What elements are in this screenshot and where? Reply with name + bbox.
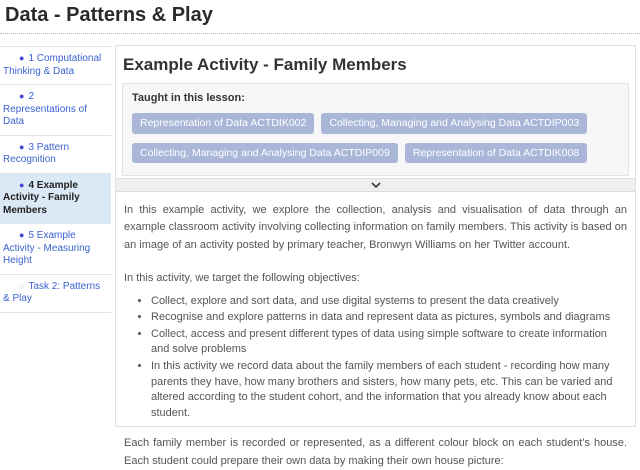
objectives-intro: In this activity, we target the following objectives: bbox=[124, 272, 360, 285]
sidebar-item-computational-thinking[interactable] bbox=[0, 47, 111, 85]
collapse-toggle-bar[interactable] bbox=[116, 178, 635, 192]
curriculum-code-badge[interactable]: Collecting, Managing and Analysing Data ACTDIP003 bbox=[321, 113, 587, 134]
bullet-icon: ○ bbox=[19, 280, 25, 291]
sidebar-item-label: 1 Computational Thinking & Data bbox=[3, 53, 102, 77]
page-header bbox=[0, 0, 640, 27]
taught-in-lesson-panel bbox=[122, 83, 629, 176]
closing-paragraph: Each family member is recorded or represented, as a different colour block on each student's house. Each student could prepare their own data by making their own house picture: bbox=[124, 437, 627, 467]
sidebar-item-label: 5 Example Activity - Measuring Height bbox=[3, 230, 91, 266]
bullet-icon: ● bbox=[19, 230, 25, 240]
sidebar-item-label: 4 Example Activity - Family Members bbox=[3, 179, 80, 216]
bullet-icon: ● bbox=[19, 91, 25, 101]
chevron-down-icon bbox=[371, 182, 381, 189]
main-content bbox=[115, 45, 636, 467]
sidebar bbox=[0, 46, 111, 313]
sidebar-item-task-2-patterns-and-play[interactable] bbox=[0, 275, 111, 313]
bullet-icon: ● bbox=[19, 141, 25, 152]
sidebar-item-example-activity-measuring-height[interactable] bbox=[0, 224, 111, 275]
intro-paragraph: In this example activity, we explore the collection, analysis and visualisation of data through an example classroom activity involving collecting information on family members. This activity is based on an image of an activity posted by primary teacher, Bronwyn Williams on her Twitter account. bbox=[124, 204, 627, 251]
objective-item: • In this activity we record data about the family members of each student - recording how many parents they have, how many brothers and sisters, how many pets, etc. This can be varied and altered according to the student cohort, and the information that you already know about each student. bbox=[151, 359, 627, 421]
bullet-icon: ● bbox=[19, 53, 25, 63]
objective-item: • Collect, access and present different types of data using simple software to create information and solve problems bbox=[151, 327, 627, 358]
curriculum-code-badge[interactable]: Representation of Data ACTDIK002 bbox=[132, 113, 314, 134]
sidebar-item-label: Task 2: Patterns & Play bbox=[3, 280, 101, 304]
sidebar-item-label: 3 Pattern Recognition bbox=[3, 141, 70, 165]
lesson-body bbox=[116, 192, 635, 470]
curriculum-code-badge[interactable]: Collecting, Managing and Analysing Data ACTDIP009 bbox=[132, 143, 398, 164]
curriculum-code-badge[interactable]: Representation of Data ACTDIK008 bbox=[405, 143, 587, 164]
bullet-icon: ● bbox=[19, 179, 25, 190]
objective-item: • Recognise and explore patterns in data and represent data as pictures, symbols and diagrams bbox=[151, 310, 627, 326]
taught-in-lesson-label: Taught in this lesson: bbox=[132, 92, 245, 104]
page-title: Data - Patterns & Play bbox=[5, 4, 213, 26]
objectives-list bbox=[124, 294, 627, 422]
sidebar-item-pattern-recognition[interactable] bbox=[0, 136, 111, 174]
sidebar-item-label: 2 Representations of Data bbox=[3, 91, 87, 127]
objective-item: • Collect, explore and sort data, and use digital systems to present the data creatively bbox=[151, 294, 627, 310]
sidebar-item-example-activity-family-members[interactable] bbox=[0, 174, 111, 225]
curriculum-badges bbox=[132, 113, 619, 163]
section-heading: Example Activity - Family Members bbox=[123, 55, 407, 74]
sidebar-item-representations-of-data[interactable] bbox=[0, 85, 111, 136]
title-separator bbox=[0, 33, 640, 34]
